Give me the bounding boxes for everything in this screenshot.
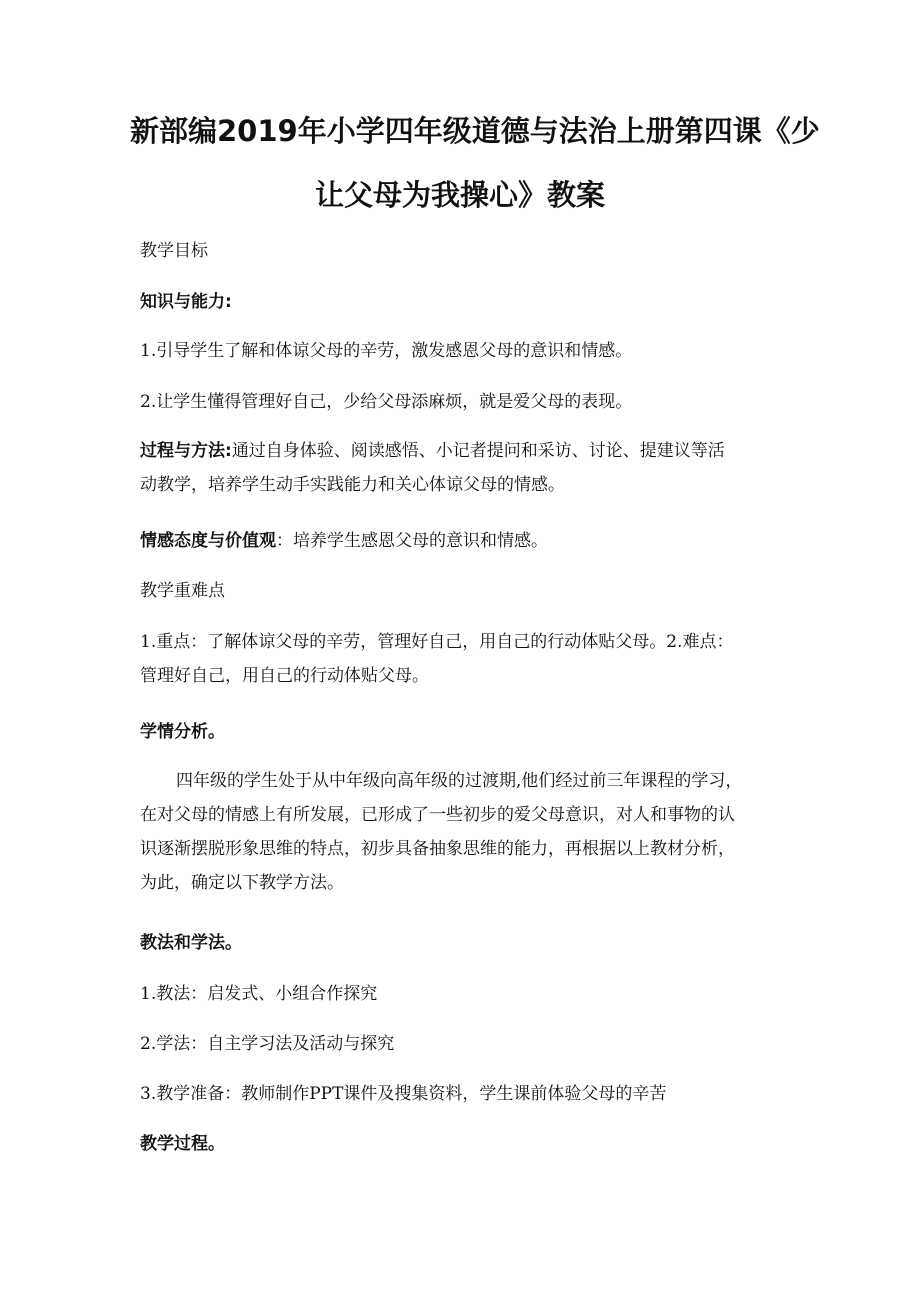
knowledge-item-2: 2.让学生懂得管理好自己，少给父母添麻烦，就是爱父母的表现。 [140, 392, 633, 412]
method-item-3: 3.教学准备：教师制作PPT课件及搜集资料，学生课前体验父母的辛苦 [140, 1084, 667, 1104]
methods-heading: 教法和学法。 [140, 933, 242, 953]
key-difficult-line-2: 管理好自己，用自己的行动体贴父母。 [140, 666, 429, 686]
title-line-2: 让父母为我操心》教案 [314, 178, 605, 212]
process-method-text-2: 动教学，培养学生动手实践能力和关心体谅父母的情感。 [140, 475, 565, 495]
attitude-label: 情感态度与价值观 [140, 531, 276, 551]
attitude-paragraph [140, 524, 800, 558]
key-difficult-paragraph [140, 625, 800, 693]
process-method-text-1: 通过自身体验、阅读感悟、小记者提问和采访、讨论、提建议等活 [231, 441, 725, 461]
knowledge-item-1: 1.引导学生了解和体谅父母的辛劳，激发感恩父母的意识和情感。 [140, 341, 633, 361]
key-difficult-line-1: 1.重点：了解体谅父母的辛劳，管理好自己，用自己的行动体贴父母。2.难点： [140, 632, 734, 652]
key-difficult-heading: 教学重难点 [140, 581, 225, 601]
document-title [130, 111, 820, 215]
process-heading: 教学过程。 [140, 1134, 225, 1154]
title-line-1: 新部编2019年小学四年级道德与法治上册第四课《少 [130, 114, 820, 148]
student-analysis-paragraph [140, 764, 800, 900]
student-analysis-line-4: 为此，确定以下教学方法。 [140, 873, 344, 893]
student-analysis-line-3: 识逐渐摆脱形象思维的特点，初步具备抽象思维的能力，再根据以上教材分析， [140, 839, 735, 859]
process-method-label: 过程与方法: [140, 441, 232, 461]
process-method-paragraph [140, 434, 800, 502]
student-analysis-line-1: 四年级的学生处于从中年级向高年级的过渡期,他们经过前三年课程的学习， [176, 771, 743, 791]
student-analysis-line-2: 在对父母的情感上有所发展，已形成了一些初步的爱父母意识，对人和事物的认 [140, 805, 735, 825]
teaching-goals-heading: 教学目标 [140, 241, 208, 261]
knowledge-ability-heading: 知识与能力: [140, 292, 232, 312]
student-analysis-heading: 学情分析。 [140, 722, 225, 742]
attitude-text: ：培养学生感恩父母的意识和情感。 [276, 531, 548, 551]
method-item-1: 1.教法：启发式、小组合作探究 [140, 984, 378, 1004]
method-item-2: 2.学法：自主学习法及活动与探究 [140, 1034, 395, 1054]
